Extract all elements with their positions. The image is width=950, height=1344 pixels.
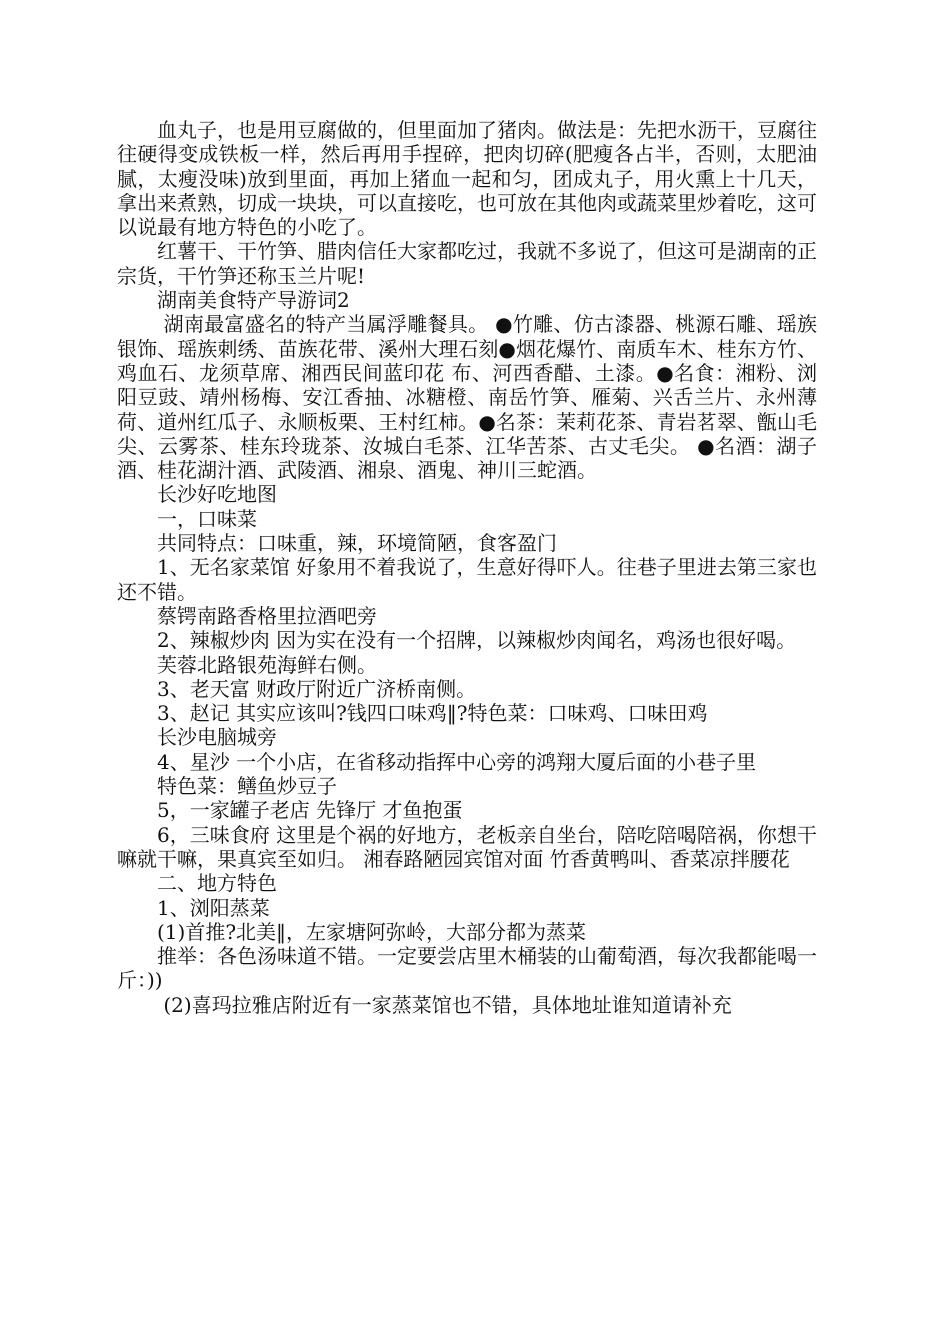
section-heading-changsha-map: 长沙好吃地图: [157, 482, 277, 507]
list-item-restaurant-2: 2、辣椒炒肉 因为实在没有一个招牌，以辣椒炒肉闻名，鸡汤也很好喝。: [157, 628, 797, 653]
paragraph-dried-goods: 红薯干、干竹笋、腊肉信任大家都吃过，我就不多说了，但这可是湖南的正宗货，干竹笋还称玉兰片呢!: [117, 239, 817, 288]
document-body: [117, 118, 824, 1017]
list-item-restaurant-3b: 3、赵记 其实应该叫?钱四口味鸡‖?特色菜：口味鸡、口味田鸡: [157, 701, 708, 726]
list-item-restaurant-5: 5，一家罐子老店 先锋厅 才鱼抱蛋: [157, 798, 463, 823]
paragraph-blood-meatball: 血丸子，也是用豆腐做的，但里面加了猪肉。做法是：先把水沥干，豆腐往往硬得变成铁板一样，然后再用手捏碎，把肉切碎(肥瘦各占半，否则，太肥油腻，太瘦没味)放到里面，再加上猪血一起和匀，团成丸子，用火熏上十几天，拿出来煮熟，切成一块块，可以直接吃，也可放在其他肉或蔬菜里炒着吃，这可以说最有地方特色的小吃了。: [117, 118, 817, 240]
list-item-steamed-1: (1)首推?北美‖，左家塘阿弥岭，大部分都为蒸菜: [157, 919, 587, 944]
address-line-2: 芙蓉北路银苑海鲜右侧。: [157, 652, 377, 677]
address-line-3: 长沙电脑城旁: [157, 725, 277, 750]
paragraph-common-features: 共同特点：口味重，辣，环境简陋，食客盈门: [157, 531, 557, 556]
list-item-restaurant-3a: 3、老天富 财政厅附近广济桥南侧。: [157, 676, 477, 701]
address-line-1: 蔡锷南路香格里拉酒吧旁: [157, 603, 377, 628]
specialty-dish-line: 特色菜：鳝鱼炒豆子: [157, 774, 337, 799]
list-item-restaurant-1: 1、无名家菜馆 好象用不着我说了，生意好得吓人。往巷子里进去第三家也 还不错。: [117, 555, 824, 604]
subheading-local-specialties: 二、地方特色: [157, 871, 277, 896]
list-item-steamed-2: (2)喜玛拉雅店附近有一家蒸菜馆也不错，具体地址谁知道请补充: [157, 992, 732, 1017]
list-item-restaurant-4: 4、星沙 一个小店，在省移动指挥中心旁的鸿翔大厦后面的小巷子里: [157, 749, 757, 774]
subheading-spicy-dishes: 一，口味菜: [157, 506, 257, 531]
list-item-restaurant-6: 6，三味食府 这里是个祸的好地方，老板亲自坐台，陪吃陪喝陪祸，你想干 嘛就干嘛，果真宾至如归。 湘春路陋园宾馆对面 竹香黄鸭叫、香菜凉拌腰花: [117, 822, 824, 871]
section-heading-guide-2: 湖南美食特产导游词2: [157, 288, 350, 313]
subheading-liuyang-steamed: 1、浏阳蒸菜: [157, 895, 270, 920]
paragraph-recommendation: 推举：各色汤味道不错。一定要尝店里木桶装的山葡萄酒，每次我都能喝一 斤：)): [117, 944, 824, 993]
paragraph-specialties-list: 湖南最富盛名的特产当属浮雕餐具。 ●竹雕、仿古漆器、桃源石雕、瑶族银饰、瑶族刺绣、苗族花带、溪州大理石刻●烟花爆竹、南质车木、桂东方竹、鸡血石、龙须草席、湘西民间蓝印花 布、河西香醋、土漆。●名食：湘粉、浏阳豆豉、靖州杨梅、安江香抽、冰糖橙、南岳竹笋、雁菊、兴舌兰片、永州薄荷、道州红瓜子、永顺板栗、王村红柿。●名茶：茉莉花茶、青岩茗翠、甑山毛尖、云雾茶、桂东玲珑茶、汝城白毛茶、江华苦茶、古丈毛尖。 ●名酒：湖子酒、桂花湖汁酒、武陵酒、湘泉、酒鬼、神川三蛇酒。: [117, 312, 817, 483]
